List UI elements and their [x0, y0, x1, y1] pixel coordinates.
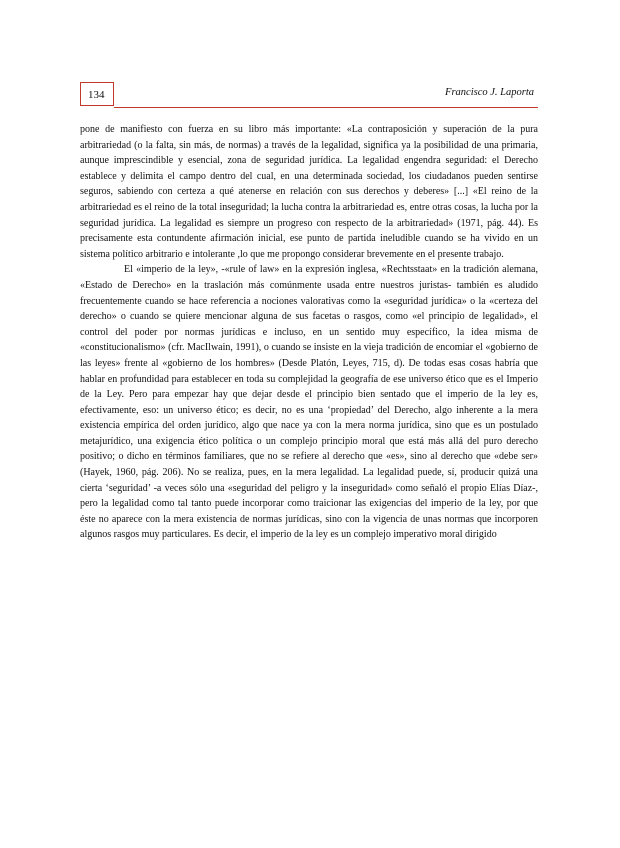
- paragraph-1: pone de manifiesto con fuerza en su libro más importante: «La contraposición y superación de la pura arbitrariedad (o la falta, sin más, de normas) a través de la legalidad, significa ya la posibilidad de una primaria, aunque imprescindible y esencial, zona de seguridad jurídica. La legalidad engendra seguridad: el Derecho establece y delimita el campo dentro del cual, en una determinada sociedad, los ciudadanos pueden sentirse seguros, sabiendo con certeza a qué atenerse en relación con sus derechos y deberes» [...] «El reino de la arbitrariedad es el reino de la total inseguridad; la lucha contra la arbitrariedad es, entre otras cosas, la lucha por la seguridad jurídica. La legalidad es siempre un progreso con respecto de la arbitrariedad» (1971, pág. 44). Es precisamente esta contundente afirmación inicial, ese punto de partida ineludible cuando se ha vivido en un sistema político arbitrario e intolerante ,lo que me propongo considerar brevemente en el presente trabajo.: [80, 124, 538, 260]
- paragraph-2: El «imperio de la ley», -«rule of law» en la expresión inglesa, «Rechtsstaat» en la tradición alemana, «Estado de Derecho» en la traslación más comúnmente usada entre nuestros juristas- también es aludido frecuentemente cuando se hace referencia a nociones valorativas como la «seguridad jurídica» o la «certeza del derecho» o cuando se quiere mencionar alguna de sus facetas o rasgos, como «el principio de legalidad», el control del poder por normas jurídicas e incluso, en un sentido muy específico, la idea misma de «constitucionalismo» (cfr. MacIlwain, 1991), o cuando se insiste en la vieja tradición de encomiar el «gobierno de las leyes» frente al «gobierno de los hombres» (Desde Platón, Leyes, 715, d). De todas esas cosas habría que hablar en profundidad para establecer en toda su complejidad la geografía de ese universo ético que es el Imperio de la Ley. Pero para empezar hay que dejar desde el principio bien sentado que el imperio de la ley es, efectivamente, eso: un universo ético; es decir, no es una ‘propiedad’ del Derecho, algo inherente a la mera existencia empírica del orden jurídico, algo que nace ya con la mera norma jurídica, sino que es un postulado metajurídico, una exigencia ético política o un complejo principio moral que está más allá del puro derecho positivo; o dicho en términos familiares, que no se refiere al derecho que «es», sino al derecho que «debe ser» (Hayek, 1960, pág. 206). No se realiza, pues, en la mera legalidad. La legalidad puede, sí, producir quizá una cierta ‘seguridad’ -a veces sólo una «seguridad del peligro y la inseguridad» como señaló el propio Elías Díaz-, pero la legalidad como tal tanto puede incorporar como traicionar las exigencias del imperio de la ley, por que éste no aparece con la mera existencia de normas jurídicas, sino con la vigencia de unas normas que incorporen algunos rasgos muy particulares. Es decir, el imperio de la ley es un complejo imperativo moral dirigido: [80, 264, 538, 541]
- page-number: 134: [80, 82, 114, 106]
- body-text: [80, 122, 538, 543]
- running-head-author: Francisco J. Laporta: [445, 87, 534, 98]
- header-rule: [114, 107, 538, 108]
- page-header: [80, 82, 538, 108]
